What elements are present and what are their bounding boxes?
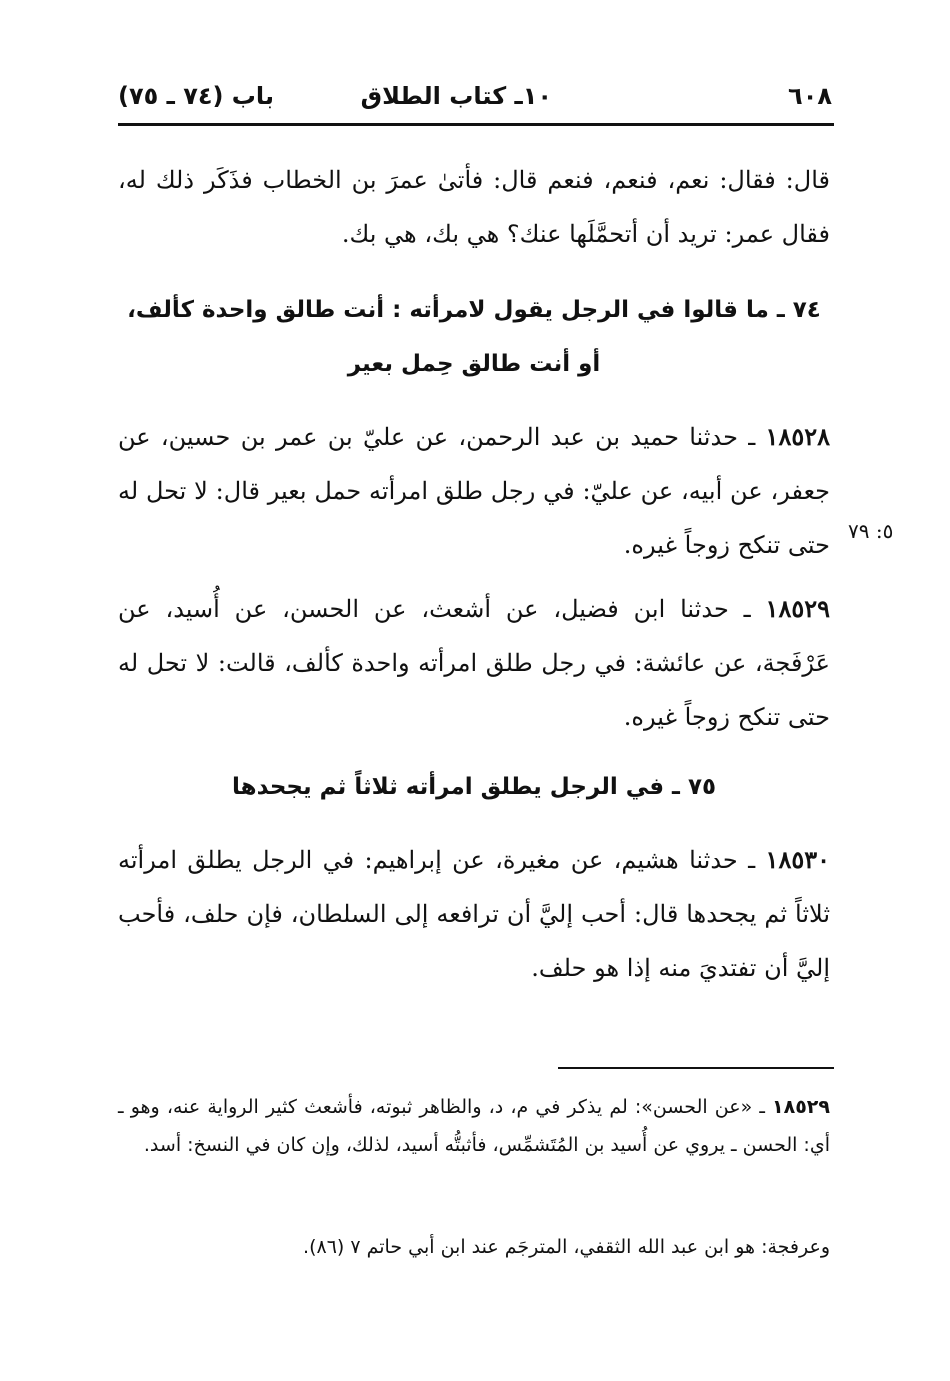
- hadith-18530: [118, 833, 830, 995]
- hadith-18529: [118, 582, 830, 744]
- footnote-18529: [118, 1088, 830, 1164]
- hadith-text: ـ حدثنا ابن فضيل، عن أشعث، عن الحسن، عن أُسيد، عن عَرْفَجة، عن عائشة: في رجل طلق امرأته واحدة كألف، قالت: لا تحل له حتى تنكح زوجاً غيره.: [118, 595, 830, 731]
- header-divider: [118, 123, 834, 126]
- chapter-range: باب (٧٤ ـ ٧٥): [118, 82, 274, 110]
- intro-paragraph: قال: فقال: نعم، فنعم، فنعم قال: فأتىٰ عمرَ بن الخطاب فذَكَر ذلك له، فقال عمر: تريد أن أتحمَّلَها عنك؟ هي بك، هي بك.: [118, 166, 830, 248]
- section-heading-74: ٧٤ ـ ما قالوا في الرجل يقول لامرأته : أنت طالق واحدة كألف، أو أنت طالق حِمل بعير: [127, 297, 821, 377]
- hadith-number: ١٨٥٢٨: [765, 422, 830, 451]
- footnote-arfaja: وعرفجة: هو ابن عبد الله الثقفي، المترجَم عند ابن أبي حاتم ٧ (٨٦).: [303, 1236, 830, 1258]
- footnote-divider: [558, 1067, 834, 1069]
- footnote-text: ـ «عن الحسن»: لم يذكر في م، د، والظاهر ثبوته، فأشعث كثير الرواية عنه، وهو ـ أي: الحسن ـ يروي عن أُسيد بن المُتَشمِّس، فأثبتُّه أسيد، لذلك، وإن كان في النسخ: أسد.: [118, 1096, 830, 1156]
- footnote-number: ١٨٥٢٩: [772, 1096, 830, 1118]
- section-heading-75: ٧٥ ـ في الرجل يطلق امرأته ثلاثاً ثم يجحدها: [231, 774, 717, 800]
- book-title: ١٠ـ كتاب الطلاق: [360, 82, 552, 110]
- hadith-18528: [118, 410, 830, 572]
- margin-reference: ٥: ٧٩: [848, 519, 894, 543]
- page-number: ٦٠٨: [788, 82, 832, 110]
- hadith-number: ١٨٥٣٠: [765, 845, 830, 874]
- hadith-text: ـ حدثنا حميد بن عبد الرحمن، عن عليّ بن عمر بن حسين، عن جعفر، عن أبيه، عن عليّ: في رجل طلق امرأته حمل بعير قال: لا تحل له حتى تنكح زوجاً غيره.: [118, 423, 830, 559]
- page-header: [118, 70, 832, 116]
- hadith-text: ـ حدثنا هشيم، عن مغيرة، عن إبراهيم: في الرجل يطلق امرأته ثلاثاً ثم يجحدها قال: أحب إليَّ أن ترافعه إلى السلطان، فإن حلف، فأحب إليَّ أن تفتديَ منه إذا هو حلف.: [118, 846, 830, 982]
- hadith-number: ١٨٥٢٩: [765, 594, 830, 623]
